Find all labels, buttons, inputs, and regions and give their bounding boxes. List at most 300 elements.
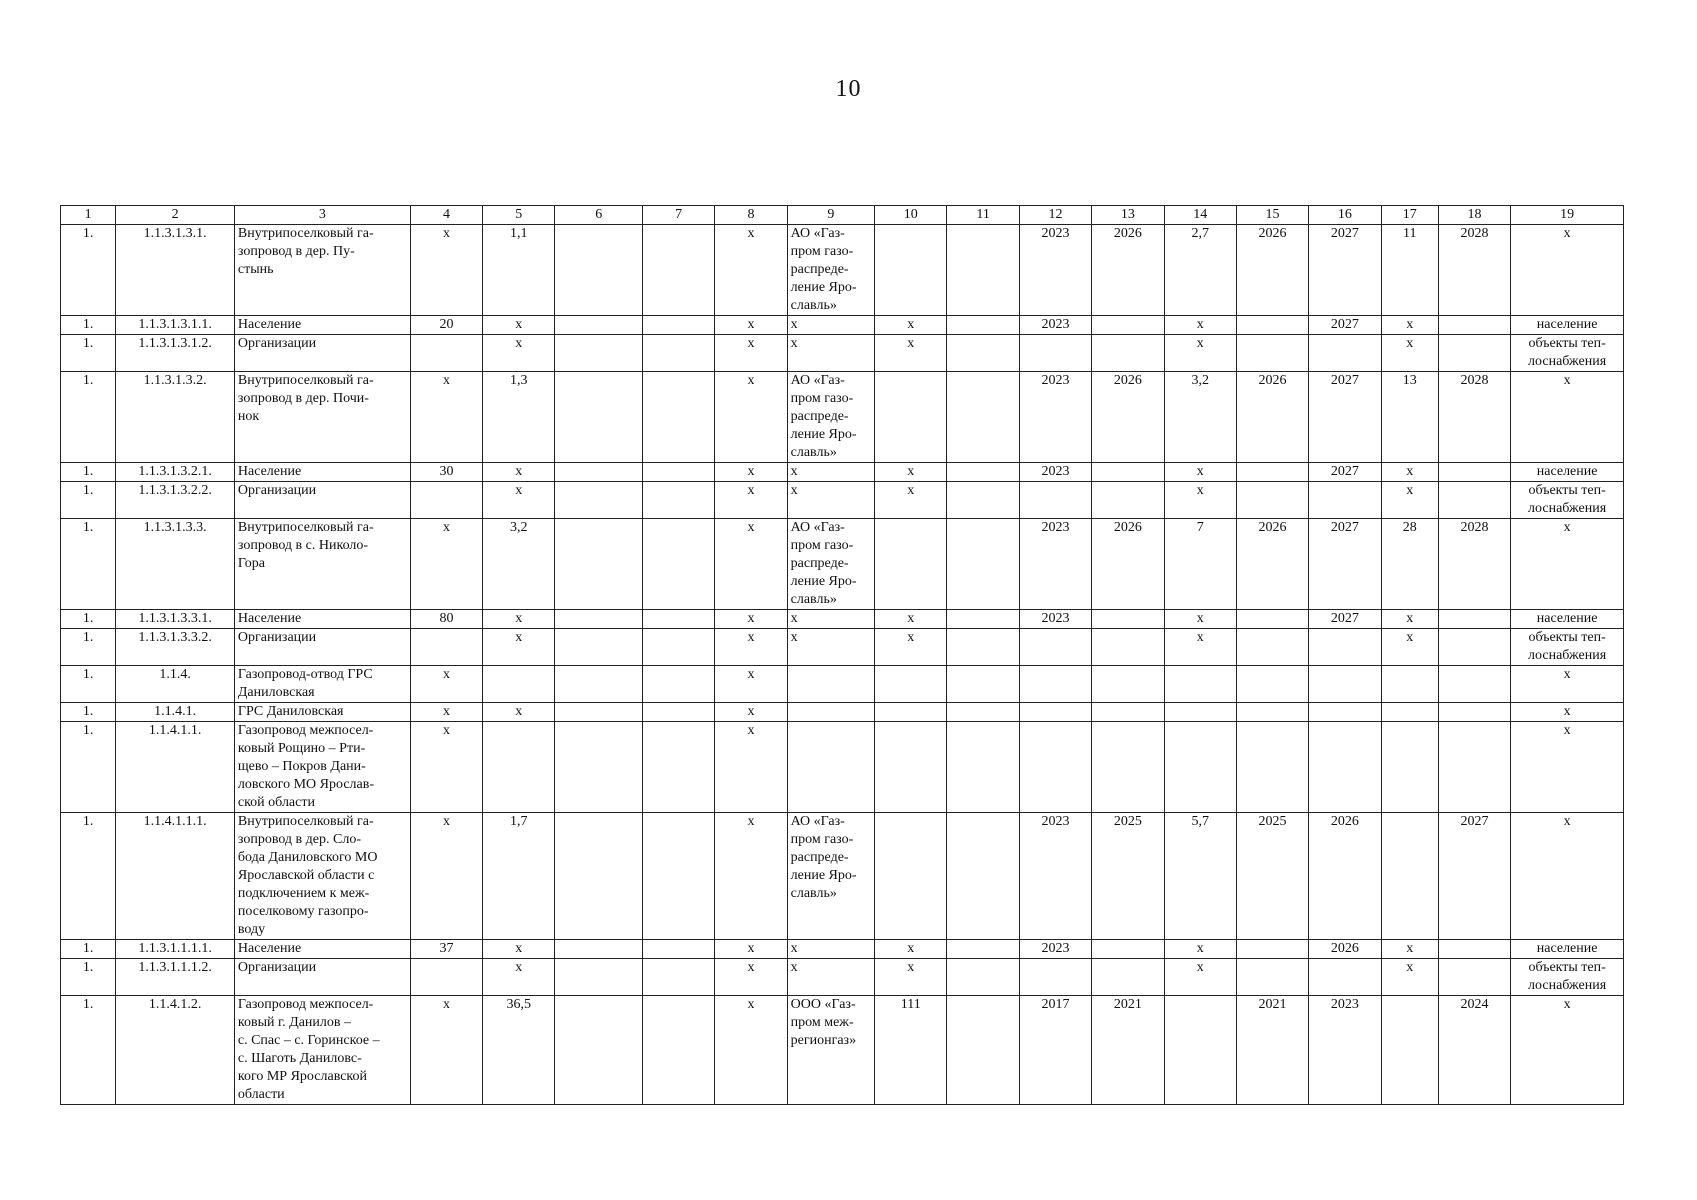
table-cell [1164,996,1236,1105]
table-cell: 2023 [1019,519,1091,610]
table-cell: 2023 [1019,940,1091,959]
cell-line: Гора [237,556,265,571]
cell-line: зопровод в с. Николо- [237,538,369,553]
cell-line: области [237,1087,285,1102]
cell-line: Газопровод межпосел- [237,723,374,738]
table-cell [947,316,1019,335]
table-cell [1236,666,1308,703]
table-cell [483,722,555,813]
table-cell: 2023 [1019,463,1091,482]
table-cell [1019,703,1091,722]
table-cell: x [1381,316,1438,335]
table-cell: 1. [61,813,116,940]
table-cell: x [875,610,947,629]
table-cell [642,959,714,996]
table-cell: x [1381,629,1438,666]
table-cell: 1. [61,996,116,1105]
table-cell [1164,666,1236,703]
table-cell: x [483,629,555,666]
cell-line: пром меж- [790,1015,854,1030]
table-cell: 2025 [1092,813,1164,940]
table-cell: x [787,463,874,482]
column-number-header: 13 [1092,206,1164,225]
table-cell: 37 [410,940,482,959]
table-cell [787,372,874,463]
table-cell [1092,610,1164,629]
table-row [61,666,1624,703]
table-cell [555,996,642,1105]
table-cell: x [787,610,874,629]
table-cell [1236,316,1308,335]
table-cell [947,225,1019,316]
table-cell: x [410,666,482,703]
table-cell: x [1164,959,1236,996]
table-cell [1019,666,1091,703]
table-cell [1092,666,1164,703]
cell-line: с. Спас – с. Горинское – [237,1033,380,1048]
column-number-header: 14 [1164,206,1236,225]
table-cell: 2026 [1092,225,1164,316]
table-cell: 1. [61,703,116,722]
table-cell [1438,482,1510,519]
table-cell [1236,722,1308,813]
table-cell [642,610,714,629]
column-number-header: 18 [1438,206,1510,225]
table-cell: Население [234,610,410,629]
table-cell [1092,316,1164,335]
table-cell: 1.1.3.1.3.1. [116,225,235,316]
table-cell [234,519,410,610]
table-cell [642,940,714,959]
table-cell [555,519,642,610]
table-cell: 80 [410,610,482,629]
table-cell [1236,463,1308,482]
table-cell [555,959,642,996]
table-cell: 2023 [1309,996,1381,1105]
table-cell [1019,722,1091,813]
table-cell: 2027 [1309,463,1381,482]
cell-line: зопровод в дер. Пу- [237,244,355,259]
table-cell [787,996,874,1105]
table-cell [1438,463,1510,482]
cell-line: ление Яро- [790,574,857,589]
table-cell [234,722,410,813]
table-cell: 1. [61,482,116,519]
table-cell: x [1164,629,1236,666]
data-table [60,205,1624,1105]
cell-line: воду [237,922,266,937]
table-cell [947,996,1019,1105]
cell-line: распреде- [790,262,849,277]
table-cell [234,225,410,316]
table-cell [234,996,410,1105]
table-cell [947,959,1019,996]
table-cell: Организации [234,629,410,666]
cell-line: стынь [237,262,274,277]
table-cell: x [1511,519,1624,610]
table-cell [555,372,642,463]
table-cell [1438,959,1510,996]
cell-line: распреде- [790,850,849,865]
table-cell [1092,959,1164,996]
table-cell: x [1511,722,1624,813]
table-cell: 1. [61,722,116,813]
table-cell [787,703,874,722]
table-cell: 2026 [1309,813,1381,940]
table-cell [875,703,947,722]
cell-line: ловского МО Ярослав- [237,777,375,792]
table-cell [642,703,714,722]
table-cell: x [1511,813,1624,940]
table-cell [234,372,410,463]
table-cell: x [787,482,874,519]
table-cell: x [410,372,482,463]
table-cell: x [715,610,787,629]
table-row [61,722,1624,813]
table-cell: 7 [1164,519,1236,610]
cell-line: Внутрипоселковый га- [237,520,374,535]
table-cell [1092,940,1164,959]
table-cell [1438,316,1510,335]
table-cell [1438,610,1510,629]
table-cell [1164,703,1236,722]
table-cell: x [787,959,874,996]
table-cell [1309,482,1381,519]
table-cell: 1.1.3.1.3.2.2. [116,482,235,519]
table-cell [947,519,1019,610]
table-row [61,610,1624,629]
table-cell [1438,335,1510,372]
table-cell [947,629,1019,666]
table-cell [642,463,714,482]
cell-line: славль» [790,298,837,313]
table-cell [947,610,1019,629]
table-cell: 2028 [1438,372,1510,463]
cell-line: Газопровод межпосел- [237,997,374,1012]
table-cell [1019,959,1091,996]
table-row [61,940,1624,959]
table-cell [1164,722,1236,813]
table-cell: x [715,629,787,666]
table-cell: x [1164,482,1236,519]
table-cell: x [483,316,555,335]
table-cell: x [1511,372,1624,463]
table-cell: x [875,463,947,482]
table-cell: x [1511,666,1624,703]
cell-line: лоснабжения [1528,501,1607,516]
table-cell: x [1511,996,1624,1105]
table-cell: x [410,703,482,722]
table-cell: 2023 [1019,316,1091,335]
table-cell [642,519,714,610]
cell-line: ление Яро- [790,280,857,295]
table-cell [1511,629,1624,666]
table-cell [555,316,642,335]
table-cell: x [483,463,555,482]
table-cell [1092,722,1164,813]
table-cell: Население [234,463,410,482]
table-row [61,519,1624,610]
table-cell: 1.1.3.1.1.1.1. [116,940,235,959]
table-cell: x [875,959,947,996]
table-cell: x [715,666,787,703]
table-cell [1236,335,1308,372]
table-cell: x [1164,463,1236,482]
cell-line: ление Яро- [790,427,857,442]
table-cell: ГРС Даниловская [234,703,410,722]
column-number-header: 17 [1381,206,1438,225]
cell-line: славль» [790,592,837,607]
table-cell: 2027 [1309,225,1381,316]
cell-line: подключением к меж- [237,886,370,901]
table-cell: 2027 [1309,372,1381,463]
table-cell: 1.1.3.1.3.3.1. [116,610,235,629]
table-cell: 1.1.3.1.3.2. [116,372,235,463]
table-cell: 1. [61,372,116,463]
column-number-header: 15 [1236,206,1308,225]
column-number-header: 3 [234,206,410,225]
table-cell: x [410,225,482,316]
table-cell: 2021 [1092,996,1164,1105]
table-cell: x [875,940,947,959]
cell-line: объекты теп- [1528,630,1606,645]
table-cell [483,666,555,703]
table-cell [1309,722,1381,813]
table-row [61,703,1624,722]
table-cell: x [715,463,787,482]
table-cell [1092,463,1164,482]
table-cell [1092,335,1164,372]
table-cell: 2028 [1438,225,1510,316]
table-cell: 2026 [1309,940,1381,959]
table-cell: 1. [61,225,116,316]
table-row [61,482,1624,519]
table-cell [555,463,642,482]
cell-line: регионгаз» [790,1033,857,1048]
table-cell [642,225,714,316]
table-cell: x [410,996,482,1105]
table-cell: x [483,482,555,519]
table-cell: 1.1.3.1.1.1.2. [116,959,235,996]
table-cell [875,519,947,610]
table-cell: 2,7 [1164,225,1236,316]
cell-line: АО «Газ- [790,373,845,388]
table-cell: 2026 [1092,519,1164,610]
table-cell [1236,959,1308,996]
table-cell: 2026 [1236,225,1308,316]
column-number-header: 11 [947,206,1019,225]
table-cell: 11 [1381,225,1438,316]
table-cell [1511,959,1624,996]
cell-line: лоснабжения [1528,354,1607,369]
cell-line: лоснабжения [1528,978,1607,993]
cell-line: нок [237,409,260,424]
table-cell [642,316,714,335]
table-cell [1511,335,1624,372]
table-cell: x [715,482,787,519]
table-cell [1019,482,1091,519]
table-row [61,463,1624,482]
table-cell [1309,335,1381,372]
table-cell: 13 [1381,372,1438,463]
cell-line: ковый Рощино – Рти- [237,741,366,756]
table-cell: 1. [61,610,116,629]
table-cell [787,722,874,813]
table-cell [787,519,874,610]
table-cell [1438,940,1510,959]
table-cell: 1. [61,629,116,666]
table-cell: x [1164,316,1236,335]
table-cell [1438,703,1510,722]
table-cell [1438,666,1510,703]
column-number-header: 8 [715,206,787,225]
cell-line: ской области [237,795,315,810]
table-row [61,316,1624,335]
table-cell: x [787,940,874,959]
table-cell: 1. [61,959,116,996]
table-cell [947,703,1019,722]
table-cell: 1. [61,316,116,335]
table-cell: Организации [234,335,410,372]
table-cell: x [483,959,555,996]
table-cell [947,335,1019,372]
table-cell: 1.1.4.1.2. [116,996,235,1105]
table-cell: 5,7 [1164,813,1236,940]
table-cell [642,666,714,703]
table-cell: 1.1.3.1.3.2.1. [116,463,235,482]
table-cell: x [410,519,482,610]
table-cell [555,666,642,703]
table-cell [1309,666,1381,703]
table-cell: x [715,225,787,316]
table-cell [1236,940,1308,959]
cell-line: пром газо- [790,538,854,553]
table-cell: x [875,316,947,335]
table-cell: 2027 [1309,519,1381,610]
page-number: 10 [835,76,862,102]
table-cell: x [875,335,947,372]
cell-line: пром газо- [790,832,854,847]
table-cell [642,996,714,1105]
table-cell: 1. [61,335,116,372]
table-cell [642,335,714,372]
table-cell: 2026 [1236,519,1308,610]
table-cell: x [787,335,874,372]
table-cell [555,610,642,629]
table-cell [787,666,874,703]
table-cell: x [1511,225,1624,316]
table-cell: 1.1.3.1.3.1.1. [116,316,235,335]
table-cell: x [715,940,787,959]
table-cell [555,722,642,813]
table-cell: 2026 [1236,372,1308,463]
table-cell: 1. [61,666,116,703]
cell-line: Внутрипоселковый га- [237,226,374,241]
cell-line: объекты теп- [1528,960,1606,975]
table-cell [555,225,642,316]
table-cell: x [1164,610,1236,629]
column-number-header: 10 [875,206,947,225]
table-cell [555,703,642,722]
cell-line: АО «Газ- [790,814,845,829]
table-cell [642,482,714,519]
table-row [61,335,1624,372]
table-cell: x [1381,940,1438,959]
table-cell [1236,629,1308,666]
table-cell [875,666,947,703]
table-cell [875,722,947,813]
table-cell: x [715,703,787,722]
table-cell: x [787,629,874,666]
table-cell [787,813,874,940]
cell-line: Внутрипоселковый га- [237,814,374,829]
table-cell [555,482,642,519]
table-cell [1236,703,1308,722]
table-cell: 1. [61,940,116,959]
table-cell: 1.1.3.1.3.3.2. [116,629,235,666]
table-cell: x [875,629,947,666]
cell-line: поселковому газопро- [237,904,369,919]
table-cell: 1,1 [483,225,555,316]
table-cell [1092,482,1164,519]
cell-line: бода Даниловского МО [237,850,378,865]
table-cell [947,482,1019,519]
table-cell: 1.1.3.1.3.3. [116,519,235,610]
cell-line: кого МР Ярославской [237,1069,368,1084]
table-cell [410,629,482,666]
column-number-header: 5 [483,206,555,225]
table-cell: 2023 [1019,225,1091,316]
table-cell: x [483,703,555,722]
cell-line: пром газо- [790,391,854,406]
table-cell [1438,722,1510,813]
table-cell: x [410,722,482,813]
table-cell: 3,2 [1164,372,1236,463]
table-cell: 2024 [1438,996,1510,1105]
table-cell: Организации [234,959,410,996]
table-cell [1309,629,1381,666]
table-cell: 2027 [1438,813,1510,940]
table-cell: Население [234,316,410,335]
table-cell: 36,5 [483,996,555,1105]
table-cell [1019,335,1091,372]
table-cell: x [715,316,787,335]
table-cell [947,722,1019,813]
table-cell: 1.1.4.1.1.1. [116,813,235,940]
table-cell [410,959,482,996]
table-cell: x [410,813,482,940]
table-cell [555,629,642,666]
table-cell: 2026 [1092,372,1164,463]
table-cell: 2023 [1019,813,1091,940]
cell-line: АО «Газ- [790,226,845,241]
table-cell: 2028 [1438,519,1510,610]
table-cell [410,482,482,519]
cell-line: зопровод в дер. Сло- [237,832,361,847]
table-cell: x [1381,959,1438,996]
table-cell: x [1381,463,1438,482]
cell-line: Внутрипоселковый га- [237,373,374,388]
table-cell [1438,629,1510,666]
table-cell: население [1511,940,1624,959]
table-cell [1236,482,1308,519]
table-cell: 1. [61,519,116,610]
table-cell: x [483,940,555,959]
table-cell: x [1381,335,1438,372]
table-cell [234,666,410,703]
cell-line: объекты теп- [1528,483,1606,498]
table-cell: x [715,372,787,463]
